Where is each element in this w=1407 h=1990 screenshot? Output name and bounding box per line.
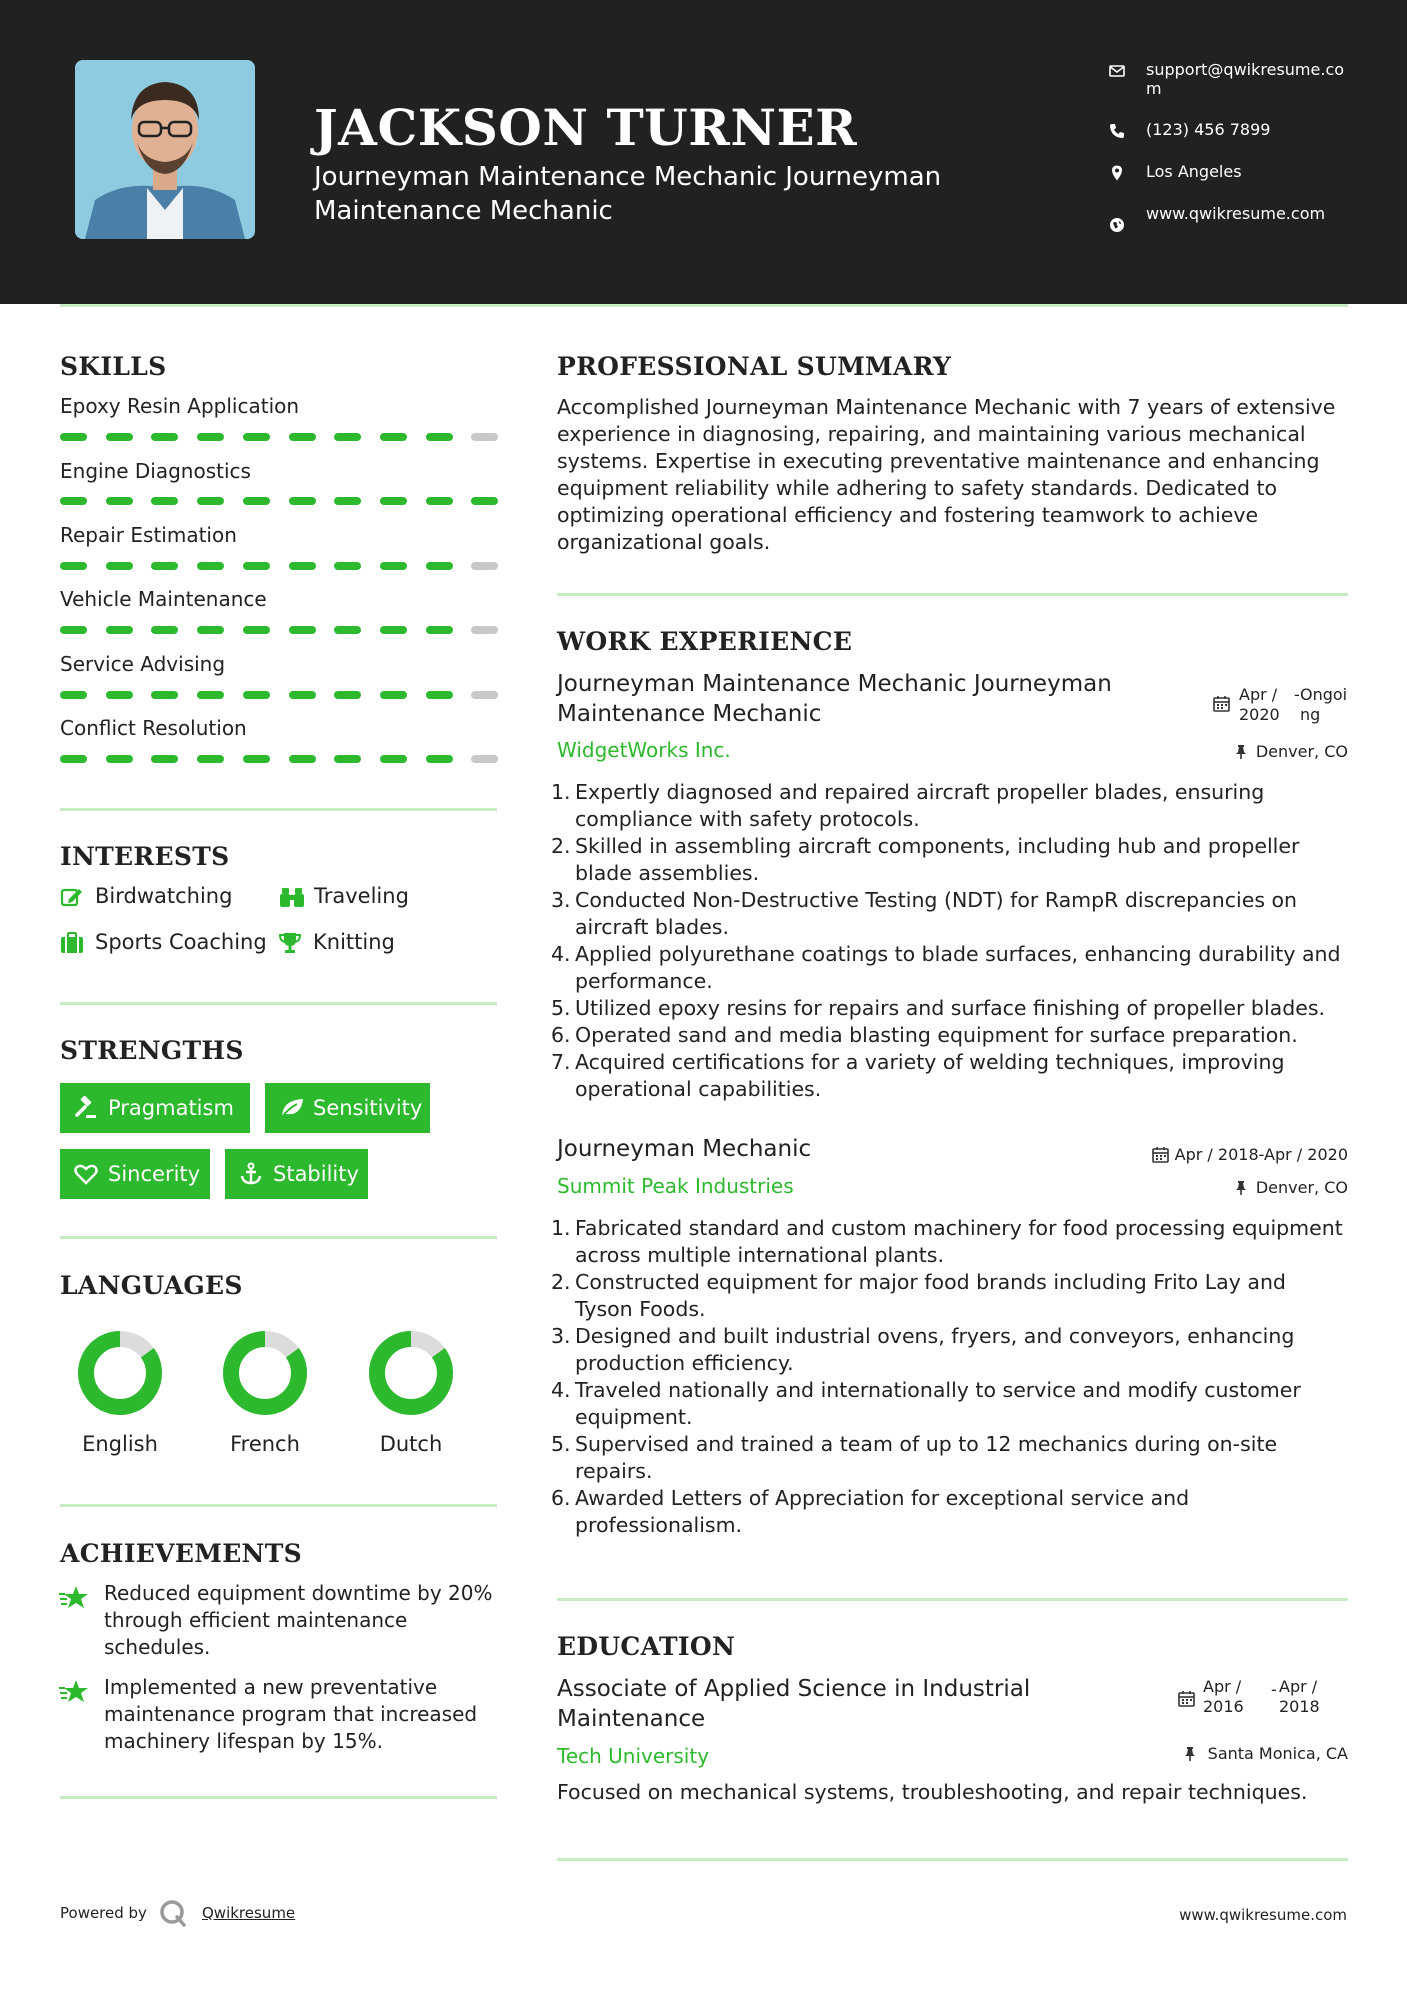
bullet-number: 4. <box>551 1378 571 1402</box>
candidate-title: Journeyman Maintenance Mechanic Journeyman Maintenance Mechanic <box>314 162 942 226</box>
candidate-name: JACKSON TURNER <box>314 98 858 157</box>
bullet-number: 4. <box>551 942 571 966</box>
job-bullet <box>551 1215 1347 1269</box>
skill-dot <box>380 497 407 505</box>
skill-dot <box>334 755 361 763</box>
map-pin-icon <box>1108 164 1126 182</box>
skills-heading: SKILLS <box>60 352 167 381</box>
education-end-date: Apr / 2018 <box>1279 1677 1320 1716</box>
job-bullet <box>551 887 1347 941</box>
job-bullet <box>551 1485 1347 1539</box>
skill-dot <box>289 562 316 570</box>
trophy-icon <box>278 932 302 954</box>
language-label: Dutch <box>379 1432 443 1456</box>
bullet-text: Fabricated standard and custom machinery for food processing equipment across multiple international plants. <box>575 1216 1343 1267</box>
skill-dot <box>334 626 361 634</box>
strength-tag <box>60 1083 250 1133</box>
skill-dot <box>289 755 316 763</box>
language-label: English <box>82 1432 158 1456</box>
job-bullet <box>551 1323 1347 1377</box>
skill-dot <box>106 562 133 570</box>
skill-dot <box>426 755 453 763</box>
skill-dot <box>471 497 498 505</box>
footer-brand-link[interactable]: Qwikresume <box>202 1904 296 1922</box>
skill-dot <box>60 433 87 441</box>
achievement-item: Implemented a new preventative maintenance program that increased machinery lifespan by 15%. <box>104 1675 478 1753</box>
job-bullet <box>551 779 1347 833</box>
skill-name: Vehicle Maintenance <box>60 587 267 611</box>
skill-dot <box>471 626 498 634</box>
job-bullet <box>551 833 1347 887</box>
globe-icon <box>1108 216 1126 234</box>
star-icon <box>58 1678 90 1706</box>
job-location: Denver, CO <box>1255 742 1348 761</box>
skills-divider <box>60 808 497 811</box>
job-dates: Apr / 2018-Apr / 2020 <box>1174 1145 1348 1164</box>
bullet-number: 5. <box>551 1432 571 1456</box>
interest-label: Traveling <box>314 884 409 908</box>
skill-rating <box>60 497 500 505</box>
skill-dot <box>426 562 453 570</box>
interests-heading: INTERESTS <box>60 842 230 871</box>
language-ring <box>367 1329 455 1417</box>
pushpin-icon <box>1234 744 1248 760</box>
leaf-icon <box>279 1096 305 1120</box>
skill-dot <box>289 626 316 634</box>
achievement-item: Reduced equipment downtime by 20% through efficient maintenance schedules. <box>104 1581 493 1659</box>
interest-label: Sports Coaching <box>95 930 267 954</box>
summary-text: Accomplished Journeyman Maintenance Mechanic with 7 years of extensive experience in diagnosing, repairing, and maintaining various mechanical systems. Expertise in executing preventative maintenance and enhancing equipment reliability while adhering to safety standards. Dedicated to optimizing operational efficiency and fostering teamwork to achieve organizational goals. <box>557 395 1336 554</box>
job-title: Journeyman Mechanic <box>557 1136 812 1162</box>
job-title: Journeyman Maintenance Mechanic Journeyman Maintenance Mechanic <box>557 671 1112 727</box>
binoculars-icon <box>279 886 305 908</box>
pencil-square-icon <box>60 886 84 908</box>
skill-dot <box>426 433 453 441</box>
envelope-icon <box>1108 62 1126 80</box>
strengths-heading: STRENGTHS <box>60 1036 244 1065</box>
skill-dot <box>380 433 407 441</box>
skill-dot <box>60 562 87 570</box>
bullet-number: 2. <box>551 834 571 858</box>
date-separator: - <box>1294 685 1300 704</box>
footer-website[interactable]: www.qwikresume.com <box>1179 1906 1347 1924</box>
profile-photo <box>75 60 255 239</box>
language-ring <box>76 1329 164 1417</box>
calendar-icon <box>1178 1690 1195 1707</box>
skill-dot <box>151 691 178 699</box>
experience-divider <box>557 1598 1348 1601</box>
job-bullet <box>551 1049 1347 1103</box>
skill-name: Conflict Resolution <box>60 716 247 740</box>
education-description: Focused on mechanical systems, troubleshooting, and repair techniques. <box>557 1780 1308 1804</box>
summary-heading: PROFESSIONAL SUMMARY <box>557 352 952 381</box>
skill-dot <box>334 497 361 505</box>
skill-dot <box>60 497 87 505</box>
strength-tag <box>265 1083 430 1133</box>
bullet-number: 1. <box>551 780 571 804</box>
job-bullets <box>551 1215 1347 1539</box>
skill-name: Service Advising <box>60 652 226 676</box>
strength-label: Stability <box>273 1162 359 1186</box>
bullet-text: Conducted Non-Destructive Testing (NDT) for RampR discrepancies on aircraft blades. <box>575 888 1298 939</box>
header-divider <box>60 304 1348 307</box>
skill-dot <box>151 755 178 763</box>
qwikresume-logo-icon <box>158 1898 188 1928</box>
skill-dot <box>60 626 87 634</box>
education-heading: EDUCATION <box>557 1632 736 1661</box>
strength-label: Pragmatism <box>108 1096 234 1120</box>
bullet-text: Acquired certifications for a variety of welding techniques, improving operational capabilities. <box>575 1050 1285 1101</box>
skill-dot <box>106 691 133 699</box>
skill-dot <box>471 691 498 699</box>
job-bullets <box>551 779 1347 1103</box>
job-bullet <box>551 941 1347 995</box>
gavel-icon <box>74 1096 98 1120</box>
job-bullet <box>551 995 1347 1022</box>
pushpin-icon <box>1234 1180 1248 1196</box>
bullet-text: Skilled in assembling aircraft components, including hub and propeller blade assemblies. <box>575 834 1300 885</box>
skill-dot <box>197 626 224 634</box>
job-bullet <box>551 1377 1347 1431</box>
contact-website-text: www.qwikresume.com <box>1146 204 1326 223</box>
skill-rating <box>60 755 500 763</box>
skill-dot <box>243 626 270 634</box>
footer-powered-by: Powered by <box>60 1904 147 1922</box>
skill-dot <box>60 755 87 763</box>
skill-dot <box>197 562 224 570</box>
skill-dot <box>471 755 498 763</box>
skill-rating <box>60 433 500 441</box>
strength-tag <box>60 1149 210 1199</box>
job-start-date: Apr / 2020 <box>1239 685 1280 724</box>
job-company: Summit Peak Industries <box>557 1174 794 1198</box>
skill-dot <box>151 433 178 441</box>
date-separator: - <box>1271 1680 1277 1699</box>
school-location: Santa Monica, CA <box>1207 1744 1348 1763</box>
skill-dot <box>426 497 453 505</box>
job-bullet <box>551 1269 1347 1323</box>
skill-dot <box>197 755 224 763</box>
job-end-date: Ongoing <box>1300 685 1348 724</box>
skill-dot <box>334 562 361 570</box>
skill-rating <box>60 562 500 570</box>
job-location: Denver, CO <box>1255 1178 1348 1197</box>
bullet-number: 6. <box>551 1486 571 1510</box>
strength-label: Sensitivity <box>313 1096 423 1120</box>
skill-name: Repair Estimation <box>60 523 237 547</box>
bullet-number: 1. <box>551 1216 571 1240</box>
pushpin-icon <box>1183 1746 1197 1762</box>
skill-dot <box>471 433 498 441</box>
strength-label: Sincerity <box>108 1162 201 1186</box>
achievements-heading: ACHIEVEMENTS <box>60 1539 302 1568</box>
skill-dot <box>197 433 224 441</box>
heart-icon <box>74 1162 98 1186</box>
resume-header <box>0 0 1407 304</box>
bullet-number: 3. <box>551 888 571 912</box>
languages-heading: LANGUAGES <box>60 1271 243 1300</box>
skill-dot <box>289 497 316 505</box>
star-icon <box>58 1584 90 1612</box>
skill-dot <box>243 433 270 441</box>
bullet-number: 7. <box>551 1050 571 1074</box>
experience-heading: WORK EXPERIENCE <box>557 627 853 656</box>
skill-rating <box>60 626 500 634</box>
interest-label: Knitting <box>313 930 395 954</box>
bullet-text: Supervised and trained a team of up to 12 mechanics during on-site repairs. <box>575 1432 1278 1483</box>
skill-dot <box>243 691 270 699</box>
school-name: Tech University <box>557 1744 710 1768</box>
skill-dot <box>243 562 270 570</box>
job-company: WidgetWorks Inc. <box>557 738 731 762</box>
skill-dot <box>334 691 361 699</box>
language-ring <box>221 1329 309 1417</box>
skill-dot <box>334 433 361 441</box>
contact-email-text: support@qwikresume.com <box>1146 60 1345 98</box>
interest-label: Birdwatching <box>95 884 233 908</box>
calendar-icon <box>1213 695 1230 712</box>
bullet-text: Constructed equipment for major food brands including Frito Lay and Tyson Foods. <box>575 1270 1286 1321</box>
bullet-number: 2. <box>551 1270 571 1294</box>
skill-dot <box>197 497 224 505</box>
strength-tag <box>225 1149 368 1199</box>
skill-dot <box>151 562 178 570</box>
skill-dot <box>426 691 453 699</box>
bullet-text: Traveled nationally and internationally to service and modify customer equipment. <box>575 1378 1301 1429</box>
skill-name: Epoxy Resin Application <box>60 394 300 418</box>
skill-dot <box>380 755 407 763</box>
summary-divider <box>557 593 1348 596</box>
bullet-text: Designed and built industrial ovens, fryers, and conveyors, enhancing production efficiency. <box>575 1324 1295 1375</box>
languages-divider <box>60 1504 497 1507</box>
anchor-icon <box>239 1162 263 1186</box>
skill-dot <box>289 433 316 441</box>
skill-dot <box>151 626 178 634</box>
interests-divider <box>60 1002 497 1005</box>
skill-dot <box>243 497 270 505</box>
skill-dot <box>197 691 224 699</box>
bullet-number: 5. <box>551 996 571 1020</box>
degree-title: Associate of Applied Science in Industrial Maintenance <box>557 1676 1031 1732</box>
skill-dot <box>106 497 133 505</box>
skill-dot <box>106 755 133 763</box>
skill-name: Engine Diagnostics <box>60 459 251 483</box>
bullet-text: Applied polyurethane coatings to blade surfaces, enhancing durability and performance. <box>575 942 1341 993</box>
skill-dot <box>243 755 270 763</box>
skill-dot <box>380 691 407 699</box>
skill-dot <box>106 433 133 441</box>
strengths-divider <box>60 1236 497 1239</box>
achievements-divider <box>60 1796 497 1799</box>
bullet-number: 3. <box>551 1324 571 1348</box>
contact-phone-text: (123) 456 7899 <box>1146 120 1271 139</box>
skill-dot <box>151 497 178 505</box>
skill-dot <box>106 626 133 634</box>
skill-dot <box>289 691 316 699</box>
bullet-text: Expertly diagnosed and repaired aircraft propeller blades, ensuring compliance with safety protocols. <box>575 780 1265 831</box>
skill-dot <box>380 626 407 634</box>
contact-location-text: Los Angeles <box>1146 162 1242 181</box>
education-start-date: Apr / 2016 <box>1203 1677 1244 1716</box>
education-divider <box>557 1858 1348 1861</box>
skill-rating <box>60 691 500 699</box>
calendar-icon <box>1152 1146 1169 1163</box>
bullet-text: Utilized epoxy resins for repairs and surface finishing of propeller blades. <box>575 996 1326 1020</box>
bullet-text: Awarded Letters of Appreciation for exceptional service and professionalism. <box>575 1486 1190 1537</box>
skill-dot <box>60 691 87 699</box>
language-label: French <box>230 1432 300 1456</box>
job-bullet <box>551 1022 1347 1049</box>
skill-dot <box>426 626 453 634</box>
skill-dot <box>471 562 498 570</box>
job-bullet <box>551 1431 1347 1485</box>
skill-dot <box>380 562 407 570</box>
briefcase-icon <box>60 932 84 954</box>
bullet-number: 6. <box>551 1023 571 1047</box>
phone-icon <box>1108 122 1126 140</box>
bullet-text: Operated sand and media blasting equipment for surface preparation. <box>575 1023 1298 1047</box>
